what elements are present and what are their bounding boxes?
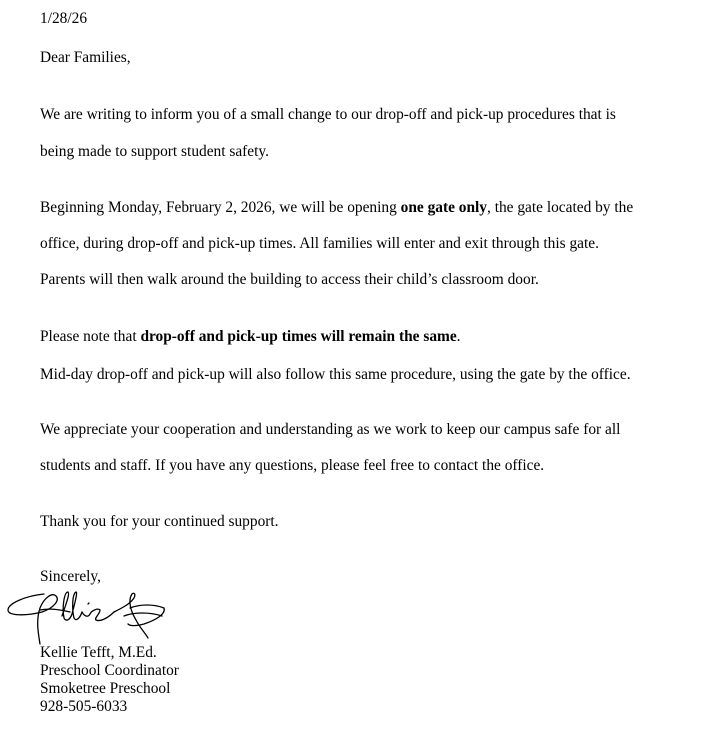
letter-date: 1/28/26 <box>40 10 88 27</box>
paragraph-3-line-2: Mid-day drop-off and pick-up will also follow this same procedure, using the gate by the office. <box>40 366 631 383</box>
paragraph-4-line-2: students and staff. If you have any questions, please feel free to contact the office. <box>40 457 545 474</box>
signer-organization: Smoketree Preschool <box>40 680 171 697</box>
paragraph-2-text: , the gate located by the <box>487 199 634 216</box>
closing: Sincerely, <box>40 568 101 585</box>
times-unchanged-emphasis: drop-off and pick-up times will remain the same <box>140 328 457 345</box>
paragraph-3-line-1 <box>40 328 461 346</box>
signer-name: Kellie Tefft, M.Ed. <box>40 644 157 661</box>
handwritten-signature <box>4 586 169 648</box>
greeting: Dear Families, <box>40 49 131 66</box>
paragraph-2-line-3: Parents will then walk around the building to access their child’s classroom door. <box>40 271 539 288</box>
paragraph-3-text: Please note that <box>40 328 141 345</box>
paragraph-4-line-1: We appreciate your cooperation and understanding as we work to keep our campus safe for all <box>40 421 621 438</box>
paragraph-1-line-1: We are writing to inform you of a small change to our drop-off and pick-up procedures that is <box>40 106 616 123</box>
paragraph-3-text: . <box>456 328 461 345</box>
signer-title: Preschool Coordinator <box>40 662 179 679</box>
signer-phone: 928-505-6033 <box>40 698 128 715</box>
paragraph-2-line-1 <box>40 199 633 217</box>
paragraph-2-line-2: office, during drop-off and pick-up times. All families will enter and exit through this gate. <box>40 235 599 252</box>
thanks-line: Thank you for your continued support. <box>40 513 279 530</box>
paragraph-1-line-2: being made to support student safety. <box>40 143 269 160</box>
one-gate-emphasis: one gate only <box>400 199 487 216</box>
paragraph-2-text: Beginning Monday, February 2, 2026, we will be opening <box>40 199 401 216</box>
